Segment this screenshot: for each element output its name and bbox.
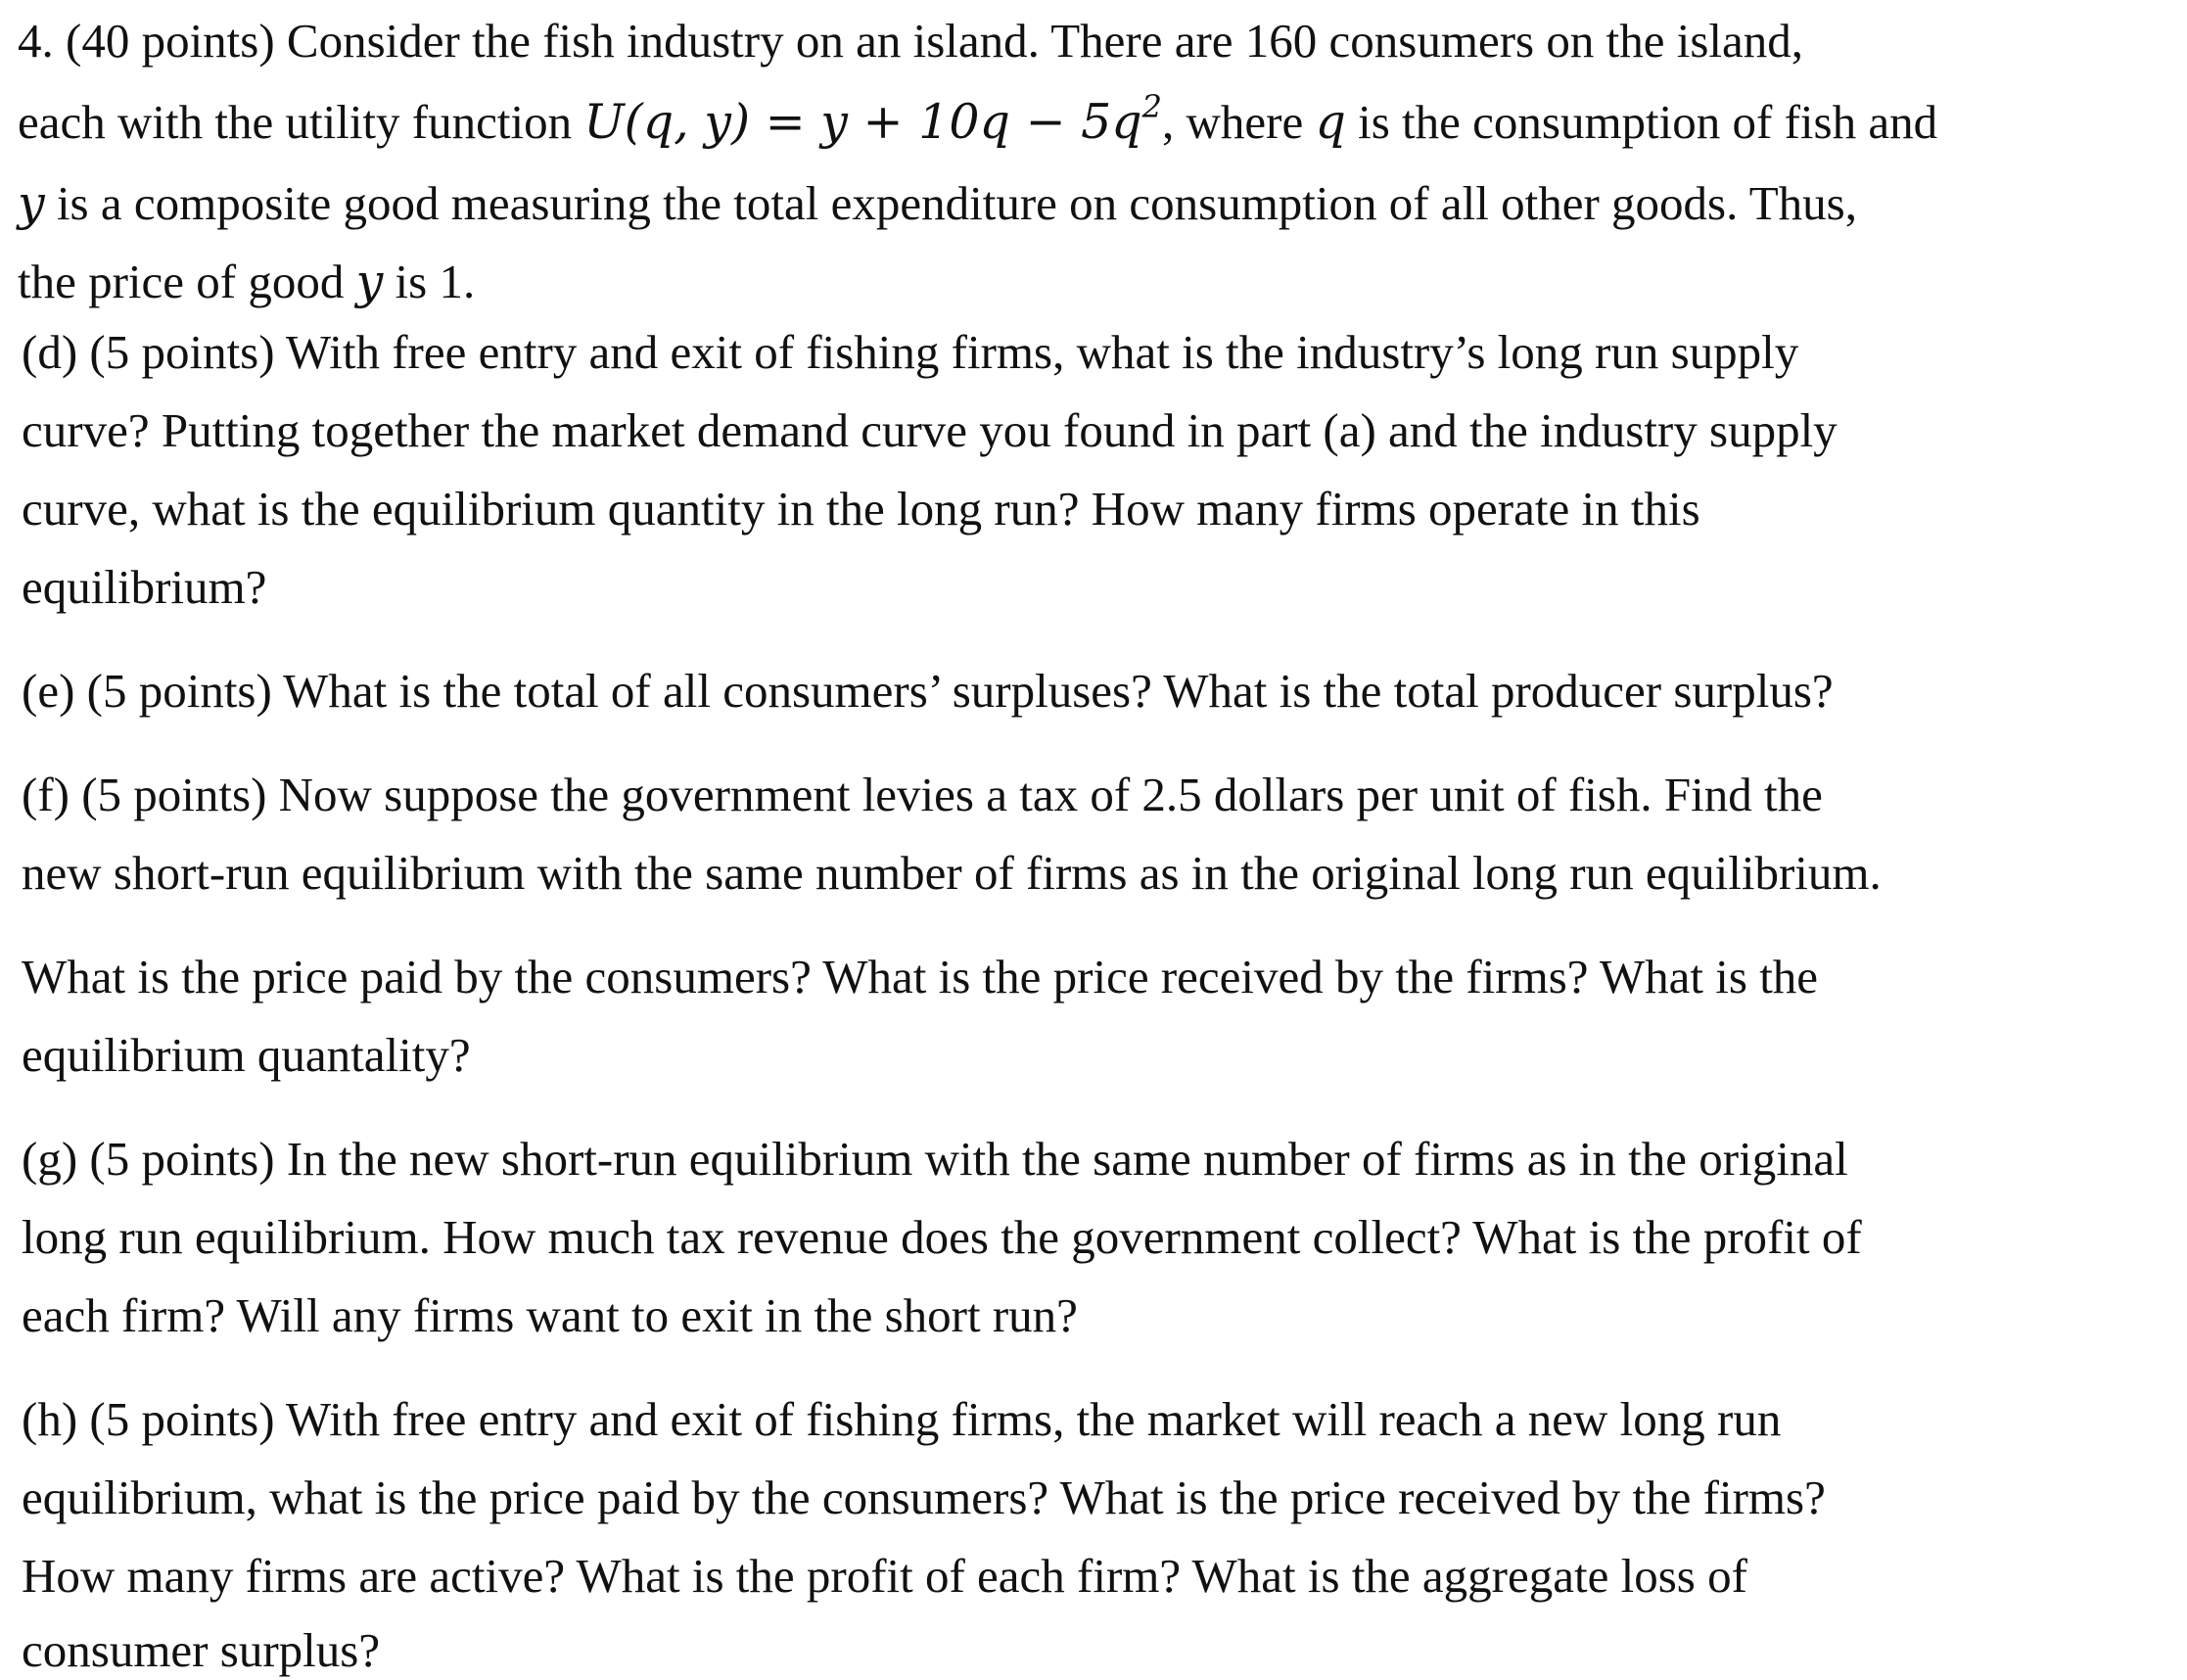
- part-g-line-2: long run equilibrium. How much tax revenue does the government collect? What is the profit of: [22, 1210, 1862, 1264]
- part-h-line-1: (h) (5 points) With free entry and exit of fishing firms, the market will reach a new long run: [22, 1392, 1782, 1446]
- intro-text: each with the utility function: [18, 95, 584, 149]
- part-d-line-2: curve? Putting together the market demand curve you found in part (a) and the industry supply: [22, 403, 1838, 457]
- intro-text: 4. (40 points) Consider the fish industry on an island. There are 160 consumers on the island,: [18, 14, 1804, 68]
- part-h-line-3: How many firms are active? What is the profit of each firm? What is the aggregate loss of: [22, 1549, 1747, 1603]
- part-d-line-4: equilibrium?: [22, 560, 267, 614]
- part-h-line-2: equilibrium, what is the price paid by the consumers? What is the price received by the firms?: [22, 1470, 1826, 1524]
- part-d-line-3: curve, what is the equilibrium quantity in the long run? How many firms operate in this: [22, 482, 1700, 536]
- part-f-line-3: What is the price paid by the consumers? What is the price received by the firms? What is the: [22, 950, 1819, 1003]
- part-e-line-1: (e) (5 points) What is the total of all consumers’ surpluses? What is the total producer surplus?: [22, 664, 1834, 718]
- part-f-line-4: equilibrium quantality?: [22, 1028, 471, 1082]
- utility-function: U(q, $y) = y + 10q - 5q^2$: [583, 87, 1162, 150]
- part-d-line-1: (d) (5 points) With free entry and exit of fishing firms, what is the industry’s long run supply: [22, 325, 1799, 379]
- intro-line-4: the price of good y is 1.: [18, 254, 476, 309]
- variable-q: q: [1315, 94, 1346, 150]
- part-f-line-1: (f) (5 points) Now suppose the government levies a tax of 2.5 dollars per unit of fish. Find the: [22, 768, 1823, 821]
- intro-line-3: y is a composite good measuring the total expenditure on consumption of all other goods. Thus,: [18, 175, 1857, 231]
- intro-line-1: [18, 12, 1803, 70]
- part-g-line-1: (g) (5 points) In the new short-run equilibrium with the same number of firms as in the original: [22, 1132, 1848, 1186]
- part-h-line-4: consumer surplus?: [22, 1623, 381, 1677]
- part-g-line-3: each firm? Will any firms want to exit in the short run?: [22, 1288, 1078, 1342]
- part-f-line-2: new short-run equilibrium with the same number of firms as in the original long run equilibrium.: [22, 846, 1882, 900]
- variable-y: y: [355, 254, 384, 309]
- variable-y: y: [18, 175, 45, 231]
- intro-line-2: each with the utility function U(q, $y) = y + 10q - 5q^2$, where q is the consumption of fish and: [18, 87, 1938, 150]
